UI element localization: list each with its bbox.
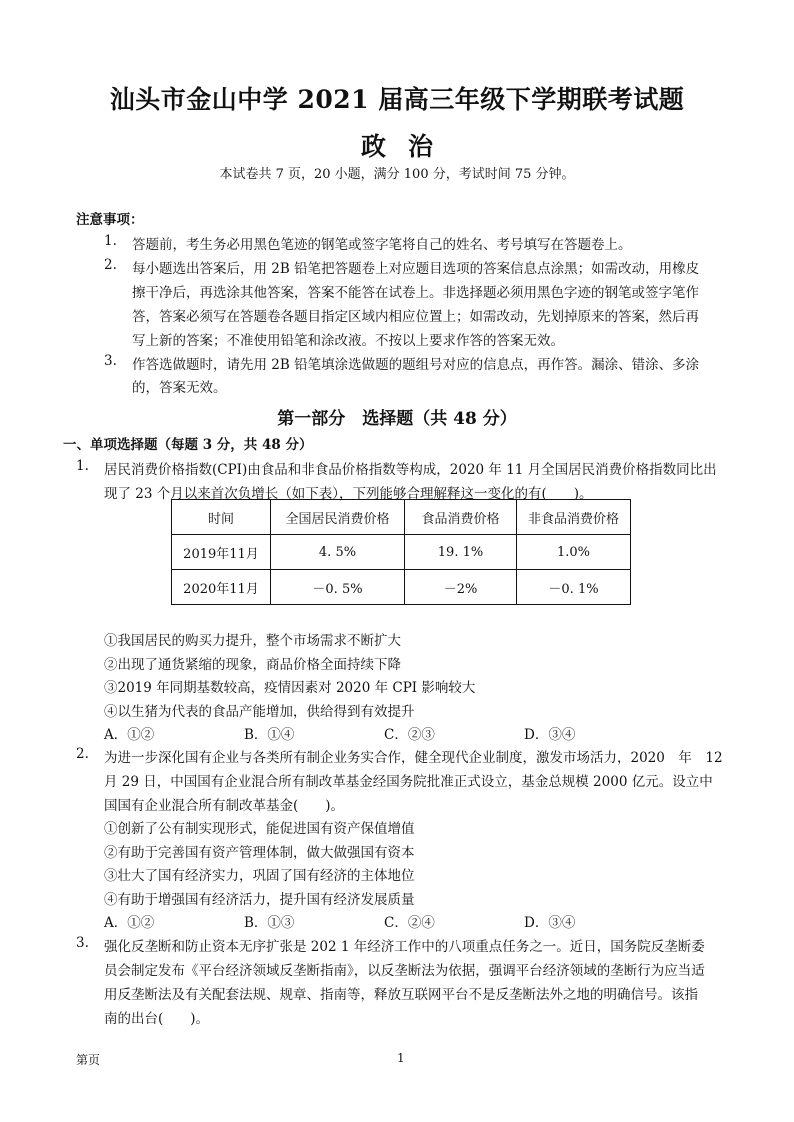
statement-option: ②出现了通货紧缩的现象，商品价格全面持续下降: [104, 657, 401, 673]
choice-d: D．③④: [524, 915, 576, 931]
table-row: [172, 570, 631, 605]
statement-option: ④有助于增强国有经济活力，提升国有经济发展质量: [104, 892, 415, 908]
footer-label: 第页: [76, 1053, 101, 1067]
notice-line: 答题前，考生务必用黑色笔迹的钢笔或签字笔将自己的姓名、考号填写在答题卷上。: [132, 237, 632, 253]
statement-option: ④以生猪为代表的食品产能增加，供给得到有效提升: [104, 704, 415, 720]
subject-title: 政治: [360, 132, 455, 161]
table-cell: －0. 1%: [517, 570, 631, 605]
part-title: 第一部分 选择题（共 48 分）: [277, 409, 517, 429]
statement-option: ③壮大了国有经济实力，巩固了国有经济的主体地位: [104, 868, 415, 884]
question-line: 月 29 日，中国国有企业混合所有制改革基金经国务院批准正式设立，基金总规模 2000 亿元。设立中: [104, 774, 713, 790]
notice-item-number: 3.: [104, 353, 117, 369]
statement-option: ②有助于完善国有资产管理体制，做大做强国有资本: [104, 845, 415, 861]
question-number: 2.: [76, 746, 89, 762]
statement-option: ①创新了公有制实现形式，能促进国有资产保值增值: [104, 821, 415, 837]
exam-info: 本试卷共 7 页，20 小题，满分 100 分，考试时间 75 分钟。: [219, 167, 575, 182]
question-line: 员会制定发布《平台经济领域反垄断指南》，以反垄断法为依据，强调平台经济领域的垄断行为应当适: [104, 963, 705, 979]
table-cell: 1.0%: [517, 535, 631, 570]
question-line: 用反垄断法及有关配套法规、规章、指南等，释放互联网平台不是反垄断法外之地的明确信号。该指: [104, 987, 698, 1003]
section-subtitle: 一、单项选择题（每题 3 分，共 48 分）: [63, 437, 313, 453]
choice-a: A．①②: [104, 727, 155, 743]
choice-d: D．③④: [524, 727, 576, 743]
choice-c: C．②④: [384, 915, 435, 931]
table-cell: 19. 1%: [405, 535, 517, 570]
question-line: 为进一步深化国有企业与各类所有制企业务实合作，健全现代企业制度，激发市场活力，2020 年 12: [104, 750, 723, 766]
choice-b: B．①④: [244, 727, 295, 743]
statement-option: ①我国居民的购买力提升，整个市场需求不断扩大: [104, 633, 401, 649]
question-line: 现了 23 个月以来首次负增长（如下表），下列能够合理解释这一变化的有( )。: [104, 486, 593, 502]
question-line: 国国有企业混合所有制改革基金( )。: [104, 798, 345, 814]
table-cell: 2020年11月: [172, 570, 271, 605]
notice-line: 写上新的答案；不准使用铅笔和涂改液。不按以上要求作答的答案无效。: [132, 333, 564, 349]
page-number: 1: [397, 1051, 405, 1065]
table-header-cell: 食品消费价格: [405, 500, 517, 535]
choice-a: A．①②: [104, 915, 155, 931]
question-number: 1.: [76, 458, 89, 474]
table-cell: －2%: [405, 570, 517, 605]
notice-line: 每小题选出答案后，用 2B 铅笔把答题卷上对应题目选项的答案信息点涂黑；如需改动，用橡皮: [132, 261, 700, 277]
table-header-row: [172, 500, 631, 535]
choice-c: C．②③: [384, 727, 435, 743]
table-cell: 4. 5%: [271, 535, 405, 570]
exam-title: 汕头市金山中学 2021 届高三年级下学期联考试题: [109, 85, 685, 114]
question-number: 3.: [76, 935, 89, 951]
cpi-table: [171, 499, 631, 605]
choice-b: B．①③: [244, 915, 295, 931]
statement-option: ③2019 年同期基数较高，疫情因素对 2020 年 CPI 影响较大: [104, 680, 476, 696]
table-header-cell: 非食品消费价格: [517, 500, 631, 535]
notice-line: 作答选做题时，请先用 2B 铅笔填涂选做题的题组号对应的信息点，再作答。漏涂、错涂、多涂: [132, 357, 700, 373]
table-cell: 2019年11月: [172, 535, 271, 570]
notice-item-number: 2.: [104, 257, 117, 273]
notice-line: 答，答案必须写在答题卷各题目指定区域内相应位置上；如需改动，先划掉原来的答案，然后再: [132, 309, 699, 325]
table-header-cell: 全国居民消费价格: [271, 500, 405, 535]
notice-line: 擦干净后，再选涂其他答案，答案不能答在试卷上。非选择题必须用黑色字迹的钢笔或签字笔作: [132, 285, 699, 301]
table-row: [172, 535, 631, 570]
notice-line: 的，答案无效。: [132, 380, 227, 396]
notice-heading: 注意事项：: [76, 212, 144, 228]
question-line: 南的出台( )。: [104, 1011, 210, 1027]
table-header-cell: 时间: [172, 500, 271, 535]
question-line: 强化反垄断和防止资本无序扩张是 202 1 年经济工作中的八项重点任务之一。近日，国务院反垄断委: [104, 939, 705, 955]
notice-item-number: 1.: [104, 233, 117, 249]
table-cell: －0. 5%: [271, 570, 405, 605]
question-line: 居民消费价格指数(CPI)由食品和非食品价格指数等构成，2020 年 11 月全国居民消费价格指数同比出: [104, 462, 717, 478]
